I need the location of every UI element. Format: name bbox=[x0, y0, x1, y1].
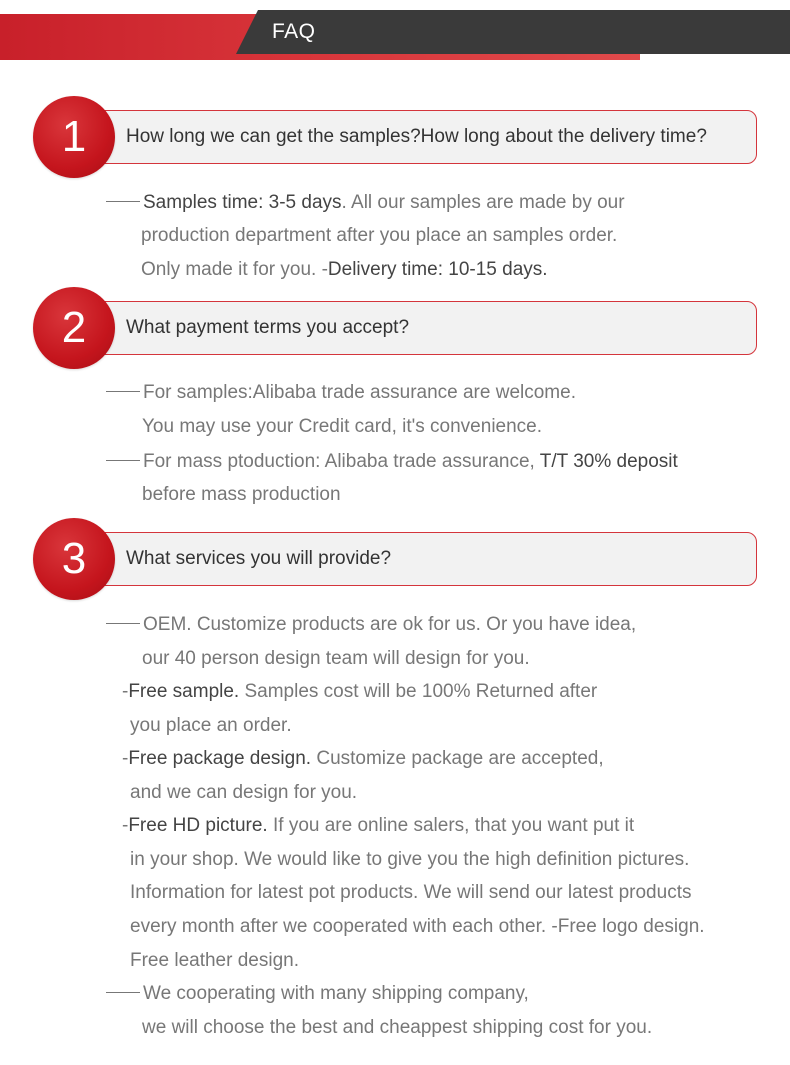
answer-line: Only made it for you. -Delivery time: 10-15 days. bbox=[141, 259, 548, 280]
answer-line: -Free HD picture. If you are online salers, that you want put it bbox=[122, 815, 635, 836]
banner-dark-stripe bbox=[236, 10, 790, 54]
answer-line: Information for latest pot products. We will send our latest products bbox=[130, 882, 692, 903]
answer-line: and we can design for you. bbox=[130, 782, 358, 803]
answer-line: You may use your Credit card, it's convenience. bbox=[142, 416, 543, 437]
page-title: FAQ bbox=[272, 20, 316, 43]
answer-line: our 40 person design team will design for you. bbox=[142, 648, 530, 669]
answer-line: For mass ptoduction: Alibaba trade assurance, T/T 30% deposit bbox=[106, 450, 678, 474]
answer-line: you place an order. bbox=[130, 715, 292, 736]
answer-line: every month after we cooperated with each other. -Free logo design. bbox=[130, 916, 705, 937]
answer-line: we will choose the best and cheappest shipping cost for you. bbox=[142, 1017, 653, 1038]
dash-marker bbox=[106, 391, 140, 392]
question-text: What services you will provide? bbox=[126, 548, 392, 569]
number-badge: 1 bbox=[33, 96, 115, 178]
answer-line: For samples:Alibaba trade assurance are welcome. bbox=[106, 381, 576, 405]
dash-marker bbox=[106, 623, 140, 624]
answer-line: We cooperating with many shipping company, bbox=[106, 982, 529, 1006]
dash-marker bbox=[106, 201, 140, 202]
answer-line: before mass production bbox=[142, 484, 341, 505]
answer-line: -Free package design. Customize package are accepted, bbox=[122, 748, 604, 769]
answer-line: in your shop. We would like to give you the high definition pictures. bbox=[130, 849, 690, 870]
question-text: What payment terms you accept? bbox=[126, 317, 410, 338]
answer-line: OEM. Customize products are ok for us. Or you have idea, bbox=[106, 613, 636, 637]
question-text: How long we can get the samples?How long about the delivery time? bbox=[126, 126, 707, 147]
answer-line: Samples time: 3-5 days. All our samples are made by our bbox=[106, 191, 625, 215]
dash-marker bbox=[106, 460, 140, 461]
number-badge: 2 bbox=[33, 287, 115, 369]
answer-line: Free leather design. bbox=[130, 950, 299, 971]
answer-line: -Free sample. Samples cost will be 100% Returned after bbox=[122, 681, 598, 702]
faq-banner bbox=[0, 0, 790, 60]
answer-line: production department after you place an samples order. bbox=[141, 225, 618, 246]
number-badge: 3 bbox=[33, 518, 115, 600]
dash-marker bbox=[106, 992, 140, 993]
